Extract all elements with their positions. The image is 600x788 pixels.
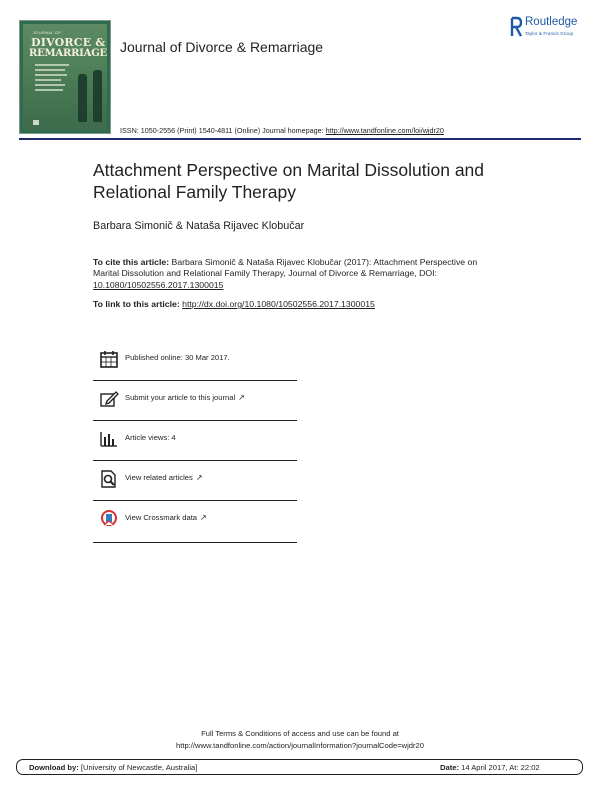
submit-row[interactable] <box>93 383 297 423</box>
cover-figure-left <box>78 74 87 122</box>
related-articles-link[interactable] <box>125 473 203 482</box>
external-link-icon: ↗ <box>238 393 245 402</box>
citation-doi-link[interactable]: 10.1080/10502556.2017.1300015 <box>93 279 224 290</box>
cover-title-line2: REMARRIAGE <box>29 48 107 59</box>
submit-article-link[interactable] <box>125 393 245 402</box>
download-info-bar <box>16 759 583 775</box>
journal-cover-image <box>19 20 111 134</box>
cover-background <box>23 24 107 130</box>
download-date-value: 14 April 2017, At: 22:02 <box>459 763 540 772</box>
article-authors: Barbara Simonič & Nataša Rijavec Klobučar <box>93 220 305 232</box>
journal-homepage-link[interactable]: http://www.tandfonline.com/loi/wjdr20 <box>325 126 444 135</box>
download-by-value: [University of Newcastle, Australia] <box>78 763 198 772</box>
terms-url[interactable]: http://www.tandfonline.com/action/journalInformation?journalCode=wjdr20 <box>176 741 424 750</box>
external-link-icon: ↗ <box>200 513 207 522</box>
published-date: Published online: 30 Mar 2017. <box>125 353 230 362</box>
journal-title[interactable]: Journal of Divorce & Remarriage <box>120 39 324 55</box>
cover-text-lines <box>35 64 71 94</box>
article-views: Article views: 4 <box>125 433 176 442</box>
article-doi-url[interactable]: http://dx.doi.org/10.1080/10502556.2017.1300015 <box>182 299 375 309</box>
publisher-name: Routledge <box>525 16 578 28</box>
submit-article-label: Submit your article to this journal <box>125 393 236 402</box>
terms-line: Full Terms & Conditions of access and use can be found at <box>201 729 399 738</box>
citation-label: To cite this article: <box>93 257 170 267</box>
article-link-line <box>93 299 375 309</box>
calendar-icon <box>99 349 119 369</box>
issn-line <box>120 126 444 135</box>
header-rule <box>19 138 581 140</box>
article-title: Attachment Perspective on Marital Dissolution and Relational Family Therapy <box>93 160 485 202</box>
issn-text: ISSN: 1050-2556 (Print) 1540-4811 (Online) Journal homepage: <box>120 126 326 135</box>
citation-block <box>93 257 483 291</box>
download-date-label: Date: <box>440 763 459 772</box>
cover-publisher-mark <box>33 120 39 125</box>
download-by-label: Download by: <box>29 763 79 772</box>
published-row <box>93 343 297 383</box>
citation-text: Barbara Simonič & Nataša Rijavec Klobučar (2017): Attachment Perspective on Marital Dissolution and Relational Family Therapy, Journal of Divorce & Remarriage, DOI: <box>93 257 478 279</box>
crossmark-icon <box>99 509 119 529</box>
info-divider <box>93 460 297 461</box>
related-row[interactable] <box>93 463 297 503</box>
info-divider <box>93 380 297 381</box>
info-divider <box>93 542 297 543</box>
crossmark-link[interactable] <box>125 513 207 522</box>
publisher-tagline: Taylor & Francis Group <box>525 31 574 36</box>
routledge-logo <box>510 16 590 42</box>
views-row <box>93 423 297 463</box>
routledge-r-icon <box>510 16 522 38</box>
link-label: To link to this article: <box>93 299 183 309</box>
crossmark-label: View Crossmark data <box>125 513 198 522</box>
related-search-icon <box>99 469 119 489</box>
terms-block <box>0 728 600 752</box>
crossmark-row[interactable] <box>93 503 297 543</box>
bar-chart-icon <box>99 429 119 449</box>
info-divider <box>93 500 297 501</box>
cover-title-line1: DIVORCE & <box>31 36 106 49</box>
external-link-icon: ↗ <box>195 473 203 482</box>
download-by <box>29 763 197 772</box>
download-date <box>440 763 540 772</box>
edit-icon <box>99 389 119 409</box>
cover-kicker: JOURNAL OF <box>33 30 62 35</box>
cover-figure-right <box>93 70 102 122</box>
related-articles-label: View related articles <box>125 473 193 482</box>
info-divider <box>93 420 297 421</box>
